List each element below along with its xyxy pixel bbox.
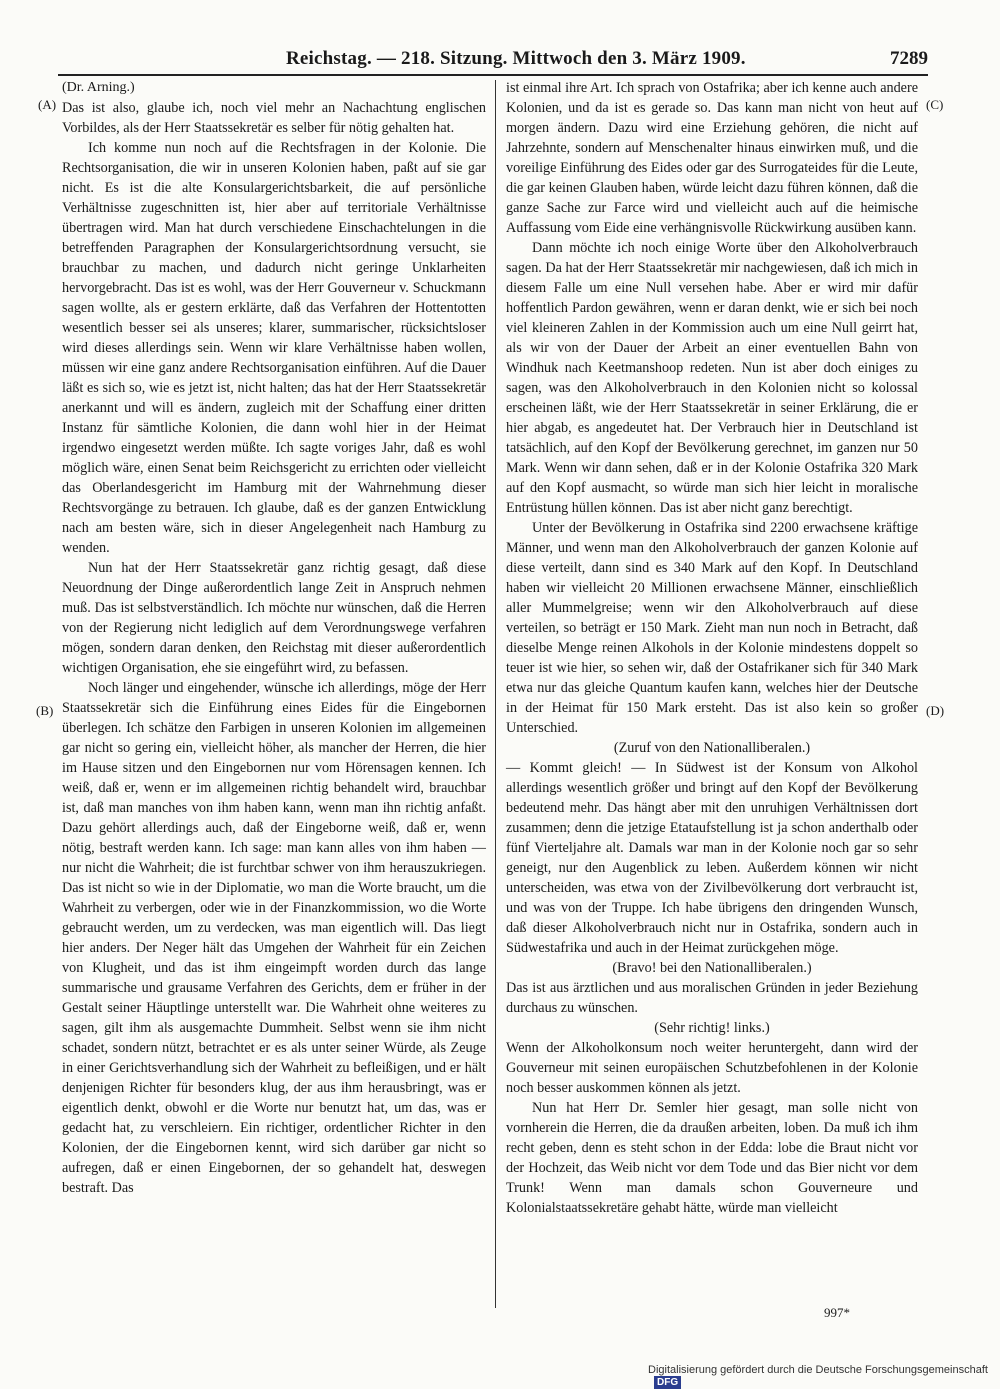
- interjection: (Zuruf von den Nationalliberalen.): [613, 740, 811, 756]
- signature-mark: 997*: [824, 1305, 850, 1320]
- paragraph: Dann möchte ich noch einige Worte über den Alkoholverbrauch sagen. Da hat der Herr Staatssekretär mir nachgewiesen, daß ich mich in diesem Falle um eine Null versehen habe. Aber er wird mir dafür hoffentlich Pardon gewähren, wenn er daran denkt, wie er sich bei noch viel kleineren Zahlen in der Kommission auch um eine Null geirrt hat, als wir von der Dauer der Arbeit an einer eventuellen Bahn von Windhuk nach Keetmanshoop redeten. Nun ist aber doch einiges zu sagen, was den Alkoholverbrauch in den Kolonien nicht so kolossal erscheinen läßt, wie der Herr Staatssekretär in seiner Erklärung, die er hier abgab, es angedeutet hat. Der Verbrauch hier in Deutschland ist tatsächlich, auf den Kopf der Bevölkerung gerechnet, im ganzen nur 50 Mark. Wenn wir dann sehen, daß er in der Kolonie Ostafrika 320 Mark auf den Kopf ausmacht, so würde man sich hier leicht in moralische Entrüstung hüllen können. Das ist aber nicht ganz berechtigt.: [506, 240, 918, 516]
- paragraph: ist einmal ihre Art. Ich sprach von Ostafrika; aber ich kenne auch andere Kolonien, und da ist es gerade so. Das kann man nicht von heut auf morgen ändern. Dazu wird eine Erziehung gehören, die nicht auf Jahrzehnte, sondern auf Menschenalter hinaus einwirken muß, und die voreilige Einführung des Eides oder gar des Surrogateides für die Leute, die gar keinen Glauben haben, würde leicht dazu führen können, daß die ganze Sache zur Farce wird und vielleicht auch auf die heimische Auffassung vom Eide eine verhängnisvolle Rückwirkung ausüben kann.: [506, 80, 918, 236]
- paragraph: Noch länger und eingehender, wünsche ich allerdings, möge der Herr Staatssekretär sich die Einführung eines Eides für die Eingebornen überlegen. Ich schätze den Farbigen in unseren Kolonien im allgemeinen gar nicht so gering ein, vielleicht höher, als mancher der Herren, die hier im Hause sitzen und den Eingebornen nur vom Hörensagen kennen. Ich weiß, daß er, wenn er im allgemeinen richtig behandelt wird, brauchbar ist, daß man manches von ihm haben kann, wenn man ihn richtig anfaßt. Dazu gehört allerdings auch, daß der Eingeborne weiß, daß er, wenn nötig, bestraft werden kann. Ich sage: man kann alles von ihm haben — nur nicht die Wahrheit; die ist furchtbar schwer von ihm herauszukriegen. Das ist nicht so wie in der Diplomatie, wo man die Worte braucht, um die Wahrheit zu verbergen, oder wie in der Finanzkommission, wo die Worte gebraucht werden, um zu verdecken, was man eigentlich will. Das liegt hier anders. Der Neger hält das Umgehen der Wahrheit für ein Zeichen von Klugheit, und das ist ihm eingeimpft worden durch das lange summarische und grausame Verfahren des Gerichts, dem er früher in der Gestalt seiner Häuptlinge unterstellt war. Die Wahrheit ohne weiteres zu sagen, gilt ihm als ausgemachte Dummheit. Selbst wenn sie ihm nicht schadet, sondern nützt, betrachtet er es als unter seiner Würde, als Zeuge in einer Gerichtsverhandlung sich der Wahrheit zu befleißigen, und er hält denjenigen Richter für besonders klug, der aus ihm herausbringt, was er eigentlich denkt, obwohl er die Worte nur benutzt hat, um das, was er gedacht hat, zu verschleiern. Ein richtiger, ordentlicher Richter in den Kolonien, der die Eingebornen kennt, wird sich darüber gar nicht so aufregen, daß er einen Eingebornen, der so gehandelt hat, deswegen bestraft. Das: [62, 680, 486, 1196]
- paragraph: Ich komme nun noch auf die Rechtsfragen in der Kolonie. Die Rechtsorganisation, die wir in unseren Kolonien haben, paßt auf sie gar nicht. Es ist die alte Konsulargerichtsbarkeit, die auf persönliche Verhältnisse zugeschnitten ist, hier aber auf territoriale Verhältnisse übertragen wird. Man hat durch verschiedene Einschachtelungen in die betreffenden Paragraphen der Konsulargerichtsordnung versucht, sie brauchbar zu machen, und dadurch nicht geringe Unklarheiten hervorgebracht. Das ist es wohl, was der Herr Gouverneur v. Schuckmann sagen wollte, als er gestern erklärte, daß das Verfahren der Hottentotten wesentlich besser sei als unseres; klarer, summarischer, rücksichtsloser wird dieses allerdings sein. Wenn wir klare Verhältnisse haben wollen, müssen wir eine ganz andere Rechtsorganisation einführen. Auf die Dauer läßt es sich so, wie es jetzt ist, nicht halten; das hat der Herr Staatssekretär anerkannt und will es ändern, zugleich mit der Schaffung einer dritten Instanz für sämtliche Kolonien, die dann wohl hier in der Heimat irgendwo eingesetzt werden müßte. Ich sagte voriges Jahr, daß es wohl möglich wäre, einen Senat beim Reichsgericht zu errichten oder vielleicht das Oberlandesgericht im Hamburg mit der Wahrnehmung dieser Rechtsvorgänge zu betrauen. Ich glaube, daß es der ganzen Entwicklung nach am besten wäre, sich in dieser Angelegenheit nach Hamburg zu wenden.: [62, 140, 486, 556]
- header-title: Reichstag. — 218. Sitzung. Mittwoch den 3. März 1909.: [286, 48, 746, 69]
- paragraph: Das ist aus ärztlichen und aus moralischen Gründen in jeder Beziehung durchaus zu wünschen.: [506, 980, 918, 1016]
- column-divider: [495, 80, 496, 1308]
- margin-mark-d: (D): [926, 703, 945, 718]
- footer-text: Digitalisierung gefördert durch die Deutsche Forschungsgemeinschaft: [648, 1364, 988, 1376]
- margin-mark-b: (B): [36, 703, 54, 718]
- speaker-label: (Dr. Arning.): [62, 80, 135, 95]
- margin-mark-a: (A): [38, 97, 57, 112]
- digitization-footer: [648, 1364, 988, 1388]
- interjection: (Bravo! bei den Nationalliberalen.): [612, 960, 812, 976]
- margin-mark-c: (C): [926, 97, 944, 112]
- dfg-logo-icon: DFG: [654, 1376, 681, 1389]
- right-column: [506, 78, 918, 1218]
- left-column: [62, 78, 486, 1198]
- paragraph: Das ist also, glaube ich, noch viel mehr an Nachachtung englischen Vorbildes, als der Herr Staatssekretär es selber für nötig gehalten hat.: [62, 100, 486, 136]
- paragraph: Wenn der Alkoholkonsum noch weiter heruntergeht, dann wird der Gouverneur mit seinen europäischen Schutzbefohlenen in der Kolonie noch besser auskommen können als jetzt.: [506, 1040, 918, 1096]
- paragraph: Nun hat Herr Dr. Semler hier gesagt, man solle nicht von vornherein die Herren, die da draußen arbeiten, loben. Da muß ich ihm recht geben, denn es steht schon in der Edda: lobe die Braut nicht vor der Hochzeit, das Weib nicht vor dem Tode und das Bier nicht vor dem Trunk! Wenn man damals schon Gouverneure und Kolonialstaatssekretäre gehabt hätte, würde man vielleicht: [506, 1100, 918, 1216]
- page-header: [58, 44, 928, 76]
- interjection: (Sehr richtig! links.): [654, 1020, 770, 1036]
- paragraph: Unter der Bevölkerung in Ostafrika sind 2200 erwachsene kräftige Männer, und wenn man den Alkoholverbrauch der ganzen Kolonie auf diese verteilt, dann sind es 340 Mark auf den Kopf. In Deutschland haben wir vielleicht 20 Millionen erwachsene Männer, einschließlich aller Mummelgreise; wenn wir den Alkoholverbrauch auf diese verteilen, so beträgt er 150 Mark. Zieht man nun noch in Betracht, daß dieselbe Menge reinen Alkohols in der Kolonie mindestens doppelt so teuer ist wie hier, so sehen wir, daß der Ostafrikaner sich für 340 Mark etwa nur das gleiche Quantum kaufen kann, welches hier der Deutsche in der Heimat für 150 Mark ersteht. Das ist also kein so großer Unterschied.: [506, 520, 918, 736]
- page-number: 7289: [890, 48, 928, 69]
- paragraph: — Kommt gleich! — In Südwest ist der Konsum von Alkohol allerdings wesentlich größer und bringt auf den Kopf der Bevölkerung bedeutend mehr. Das hängt aber mit den unruhigen Verhältnissen dort zusammen; denn die jetzige Etataufstellung ist ja schon anderthalb oder fünf Vierteljahre alt. Damals war man in der Kolonie noch gar so sehr geneigt, nur den Augenblick zu leben. Außerdem können wir nicht unterscheiden, was etwa von der Zivilbevölkerung dort verbraucht ist, und was von der Truppe. Ich habe übrigens den dringenden Wunsch, daß dieser Alkoholverbrauch nicht nur in Ostafrika, sondern auch in Südwestafrika und auch in der Heimat zurückgehen möge.: [506, 760, 918, 956]
- paragraph: Nun hat der Herr Staatssekretär ganz richtig gesagt, daß diese Neuordnung der Dinge außerordentlich lange Zeit in Anspruch nehmen muß. Das ist selbstverständlich. Ich möchte nur wünschen, daß die Herren von der Regierung nicht lediglich auf dem Verordnungswege verfahren mögen, sondern daran denken, den Reichstag mit dieser außerordentlich wichtigen Organisation, ehe sie eingeführt wird, zu befassen.: [62, 560, 486, 676]
